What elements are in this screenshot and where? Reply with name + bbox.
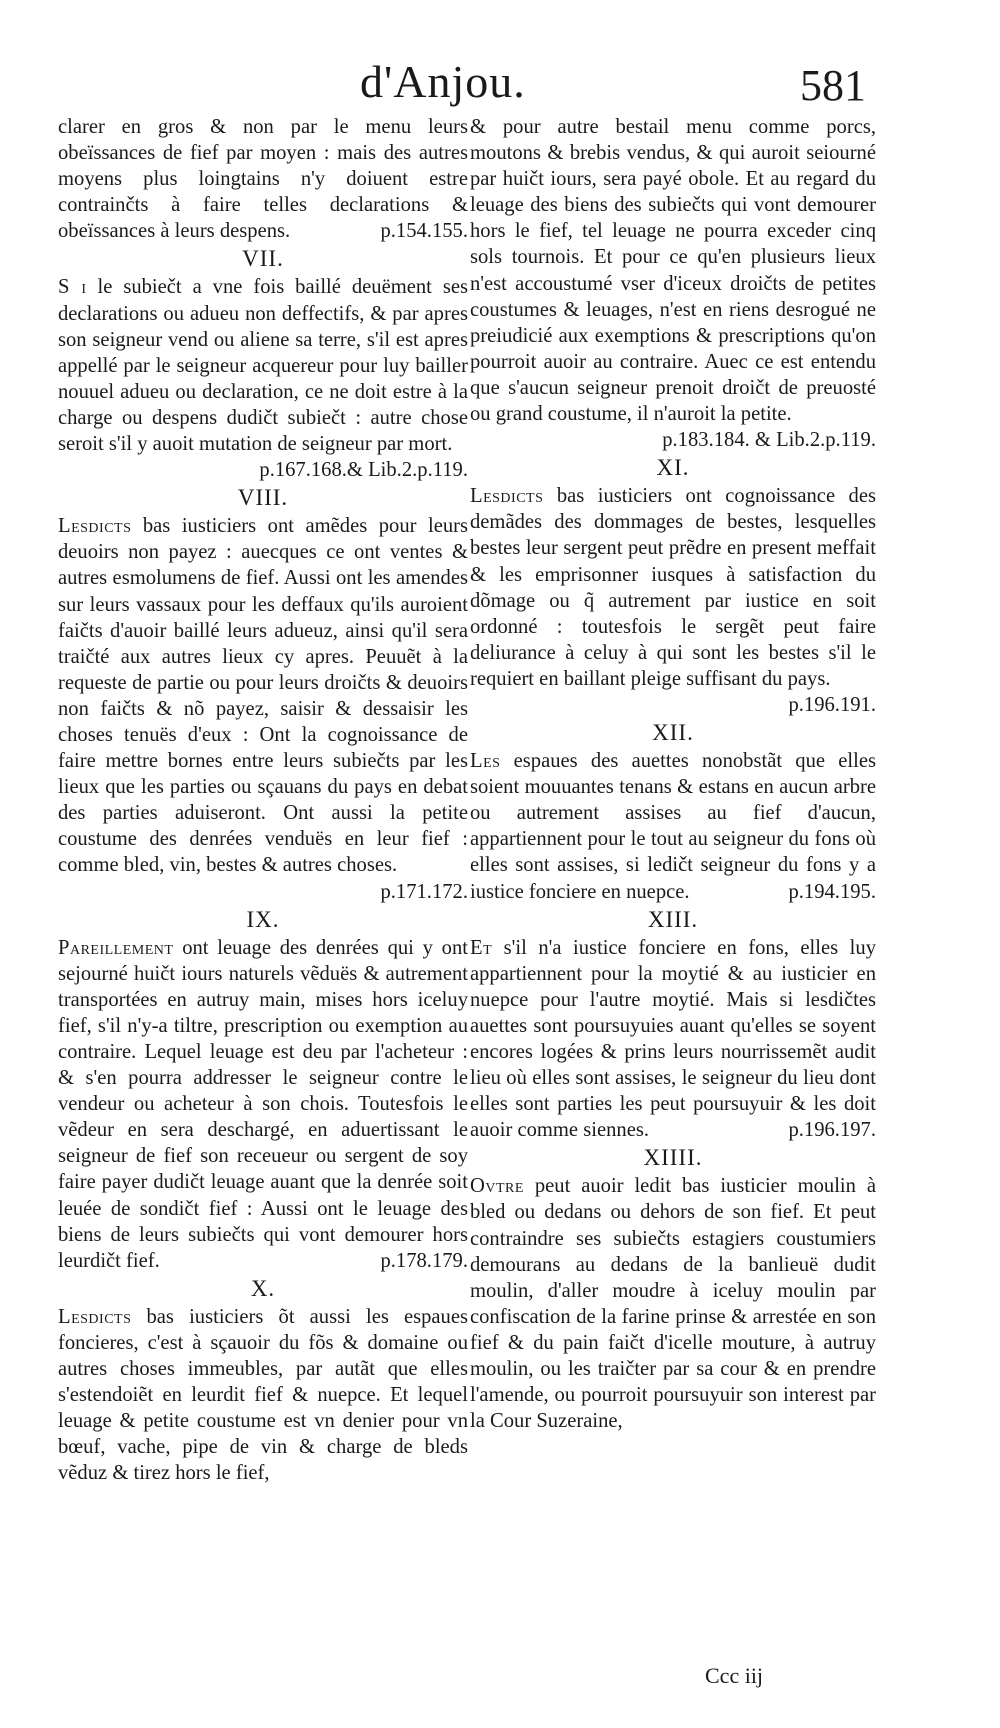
paragraph-lead: Et <box>470 936 493 959</box>
page-reference: p.196.197. <box>788 1119 876 1142</box>
paragraph-text: bas iusticiers õt aussi les espaues foncieres, c'est à sçauoir du fõs & domaine ou autres choses immeubles, par autãt que elles s'estendoiẽt en leurdit fief & nuepce. Et lequel leuage & petite coustume est vn denier pour vn bœuf, vache, pipe de vin & charge de bleds vẽduz & tirez hors le fief, <box>58 1305 469 1485</box>
article-xiii-text <box>470 935 876 1144</box>
paragraph-text: bas iusticiers ont amẽdes pour leurs deuoirs non payez : auecques ce ont ventes & autres esmolumens de fief. Aussi ont les amendes sur leurs vassaux pour les deffaux qu'ils auroient faičts d'auoir baillé leurs adueuz, ainsi qu'il sera traičté aux autres lieux cy apres. Peuuẽt à la requeste de partie ou pour leurs droičts & deuoirs non faičts & nõ payez, saisir & dessaisir les choses tenuës d'eux : Ont la cognoissance de faire mettre bornes entre leurs subiečts par les lieux que les parties ou sçauans du pays en debat des parties aduiseront. Ont aussi la petite coustume des denrées venduës en leur fief : comme bled, vin, bestes & autres choses. <box>58 515 468 877</box>
paragraph-text: ont leuage des denrées qui y ont sejourné huičt iours naturels vẽduës & autrement transportées en autruy main, mises hors iceluy fief, s'il n'y-a tiltre, prescription ou exemption au contraire. Lequel leuage est deu par l'acheteur : & s'en pourra addresser le seigneur contre le vendeur ou acheteur à son chois. Toutesfois le vẽdeur en sera deschargé, en aduertissant le seigneur de fief son receueur ou sergent de soy faire payer dudičt leuage auant que la denrée soit leuée de sondičt fief : Aussi ont le leuage des biens de leurs subiečts qui vont demourer hors leurdičt fief. <box>58 936 468 1272</box>
article-xi-text <box>470 483 876 716</box>
paragraph-lead: Lesdicts <box>470 485 544 508</box>
article-heading-vii: VII. <box>242 246 284 272</box>
article-viii-text <box>58 513 468 903</box>
paragraph-text: clarer en gros & non par le menu leurs obeïssances de fief par moyen : mais des autres moyens plus loingtains n'y doiuent estre contrainčts à faire telles declarations & obeïssances à leurs despens. <box>58 116 468 243</box>
article-heading-xiiii: XIIII. <box>643 1145 703 1171</box>
article-heading-xiii: XIII. <box>647 906 699 932</box>
paragraph-continuation <box>58 114 468 244</box>
paragraph-lead: S i <box>58 276 87 299</box>
paragraph-text: & pour autre bestail menu comme porcs, moutons & brebis vendus, & qui auroit seiourné par huičt iours, sera payé obole. Et au regard du leuage des biens des subiečts qui vont demourer hors le fief, tel leuage ne pourra exceder cinq sols tournois. Et pour ce qu'en plusieurs lieux n'est accoustumé vser d'iceux droičts de petites coustumes & leuages, n'est en riens desrogué ne preiudicié aux exemptions & prescriptions qu'on pourroit auoir au contraire. Auec ce est entendu que s'aucun seigneur prenoit droičt de preuosté ou grand coustume, il n'auroit la petite. <box>470 116 876 426</box>
page-reference: p.194.195. <box>788 880 876 903</box>
paragraph-text: espaues des auettes nonobstãt que elles soient mouuantes tenans & estans en aucun arbre ou autrement assises au fief d'aucun, appartiennent pour le tout au seigneur du fons où elles sont assises, si ledičt seigneur du fons y a iustice fonciere en nuepce. <box>470 750 877 903</box>
paragraph-lead: Les <box>470 750 501 773</box>
paragraph-lead: Ovtre <box>470 1175 524 1198</box>
signature-mark: Ccc iij <box>705 1663 764 1688</box>
running-header: d'Anjou. <box>360 56 526 107</box>
page-reference: p.171.172. <box>380 880 468 903</box>
page-reference: p.154.155. <box>380 220 468 243</box>
page-reference: p.196.191. <box>788 693 876 716</box>
article-x-text <box>58 1304 468 1487</box>
page-reference: p.167.168.& Lib.2.p.119. <box>259 459 468 482</box>
paragraph-lead: Lesdicts <box>58 515 132 538</box>
article-heading-x: X. <box>250 1275 276 1301</box>
article-xii-text <box>470 748 876 905</box>
right-column <box>470 114 876 1434</box>
article-heading-xii: XII. <box>652 720 694 746</box>
paragraph-lead: Lesdicts <box>58 1305 132 1328</box>
page-reference: p.183.184. & Lib.2.p.119. <box>662 429 876 452</box>
paragraph-lead: Pareillement <box>58 936 174 959</box>
article-ix-text <box>58 935 468 1274</box>
paragraph-continuation <box>470 114 876 452</box>
article-heading-ix: IX. <box>246 906 280 932</box>
paragraph-text: le subiečt a vne fois baillé deuëment ses declarations ou adueu non deffectifs, & par apres son seigneur vend ou aliene sa terre, s'il est apres appellé par le seigneur acquereur pour luy bailler nouuel adueu ou declaration, ce ne doit estre à la charge ou despens dudičt subiečt : autre chose seroit s'il y auoit mutation de seigneur par mort. <box>58 276 469 456</box>
article-vii-text <box>58 274 469 482</box>
page-number: 581 <box>800 61 866 110</box>
article-heading-viii: VIII. <box>237 485 289 511</box>
paragraph-text: s'il n'a iustice fonciere en fons, elles luy appartiennent pour la moytié & au iusticier en nuepce pour l'autre moytié. Mais si lesdičtes auettes sont poursuyuies auant qu'elles se soyent encores logées & prins leurs nourrissemẽt audit lieu où elles sont assises, le seigneur du lieu dont elles sont parties les peut poursuyuir & les doit auoir comme siennes. <box>470 936 876 1142</box>
paragraph-text: bas iusticiers ont cognoissance des demãdes des dommages de bestes, lesquelles bestes leur sergent peut prẽdre en present meffait & les emprisonner iusques à satisfaction du dõmage ou q̃ autrement par iustice en soit ordonné : toutesfois le sergẽt peut faire deliurance à celuy à qui sont les bestes s'il le requiert en baillant pleige suffisant du pays. <box>470 485 876 690</box>
page-reference: p.178.179. <box>380 1249 468 1272</box>
article-heading-xi: XI. <box>656 455 690 481</box>
left-column <box>58 114 468 1487</box>
paragraph-text: peut auoir ledit bas iusticier moulin à bled ou dedans ou dehors de son fief. Et peut contraindre ses subiečts estagiers coustumiers demourans au dedans de la banlieuë dudit moulin, d'aller moudre à iceluy moulin par confiscation de la farine prinse & arrestée en son fief & du pain faičt d'icelle mouture, à autruy moulin, ou les traičter par sa cour & en prendre l'amende, ou pourroit poursuyuir son interest par la Cour Suzeraine, <box>470 1175 876 1433</box>
article-xiiii-text <box>470 1173 876 1434</box>
